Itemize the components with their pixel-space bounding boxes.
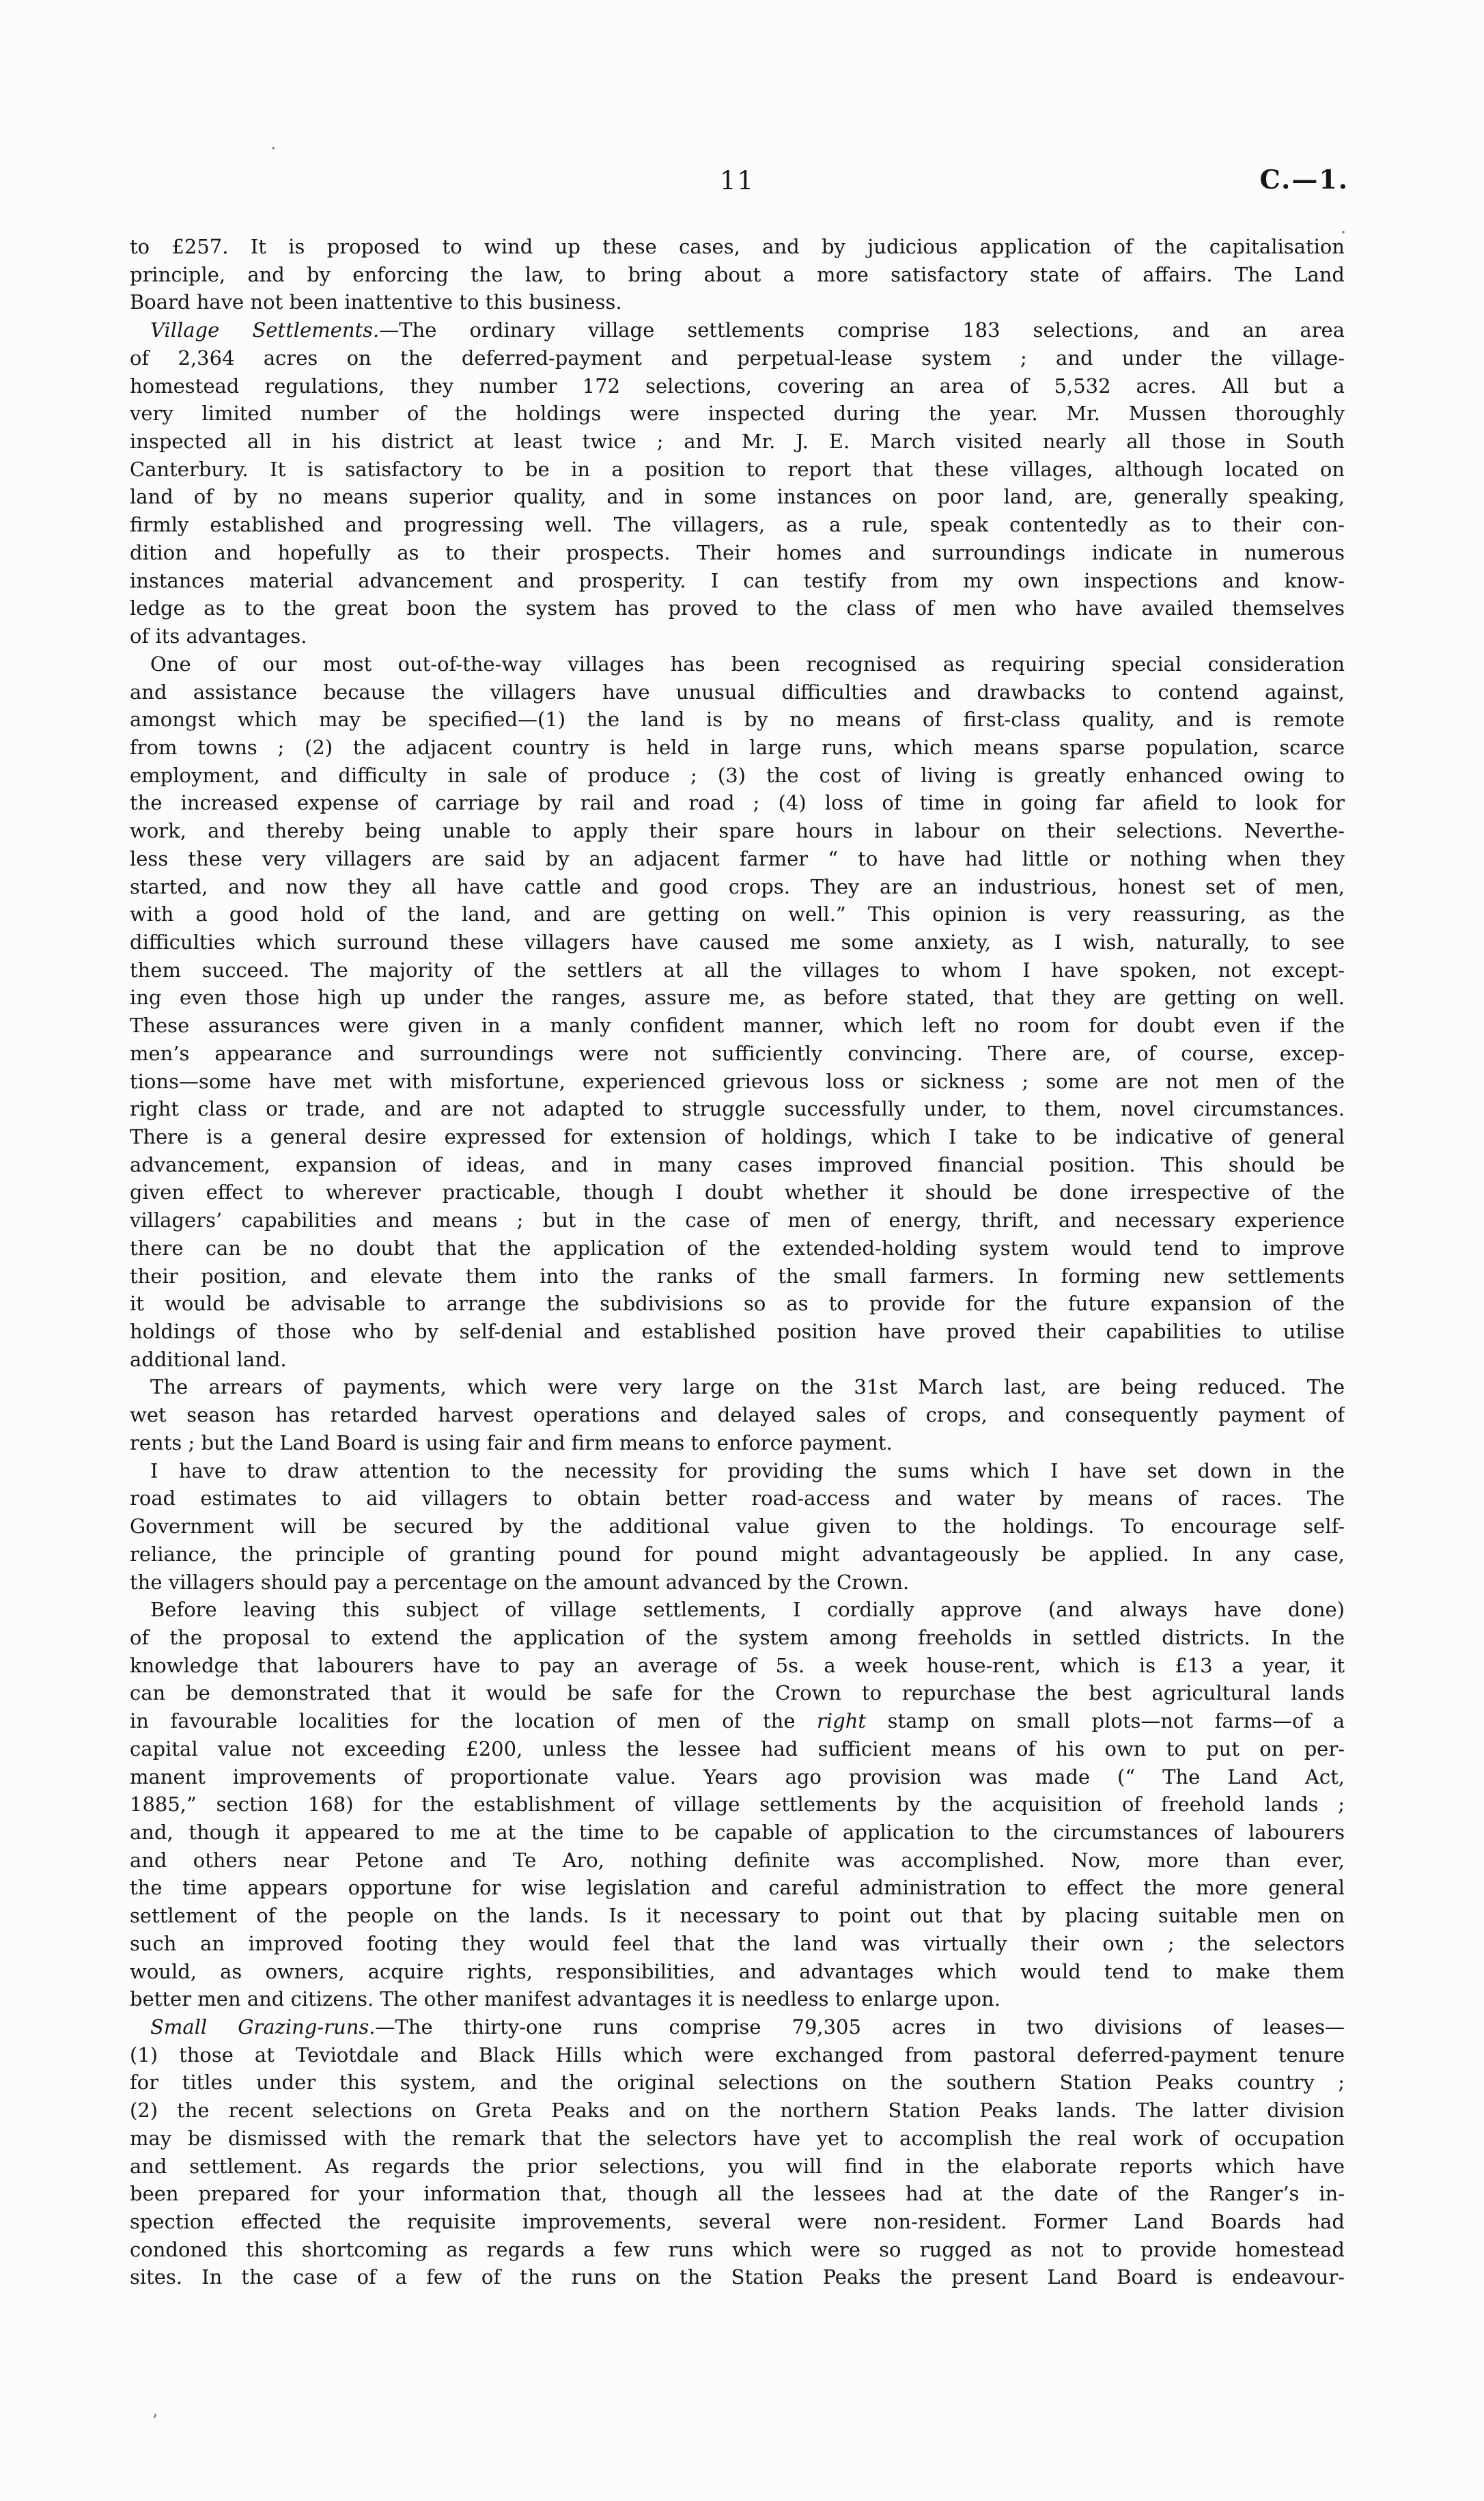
text-line: ledge as to the great boon the system has proved to the class of men who have availed themselves	[130, 596, 1345, 620]
scan-speck: ·	[270, 139, 277, 159]
text-line: started, and now they all have cattle and good crops. They are an industrious, honest set of men,	[130, 874, 1345, 898]
text-line: advancement, expansion of ideas, and in many cases improved financial position. This should be	[130, 1152, 1345, 1176]
text-line: such an improved footing they would feel that the land was virtually their own ; the selectors	[130, 1931, 1345, 1955]
text-line: difficulties which surround these villagers have caused me some anxiety, as I wish, naturally, to see	[130, 930, 1345, 954]
paragraph	[130, 1596, 1345, 2013]
text-line: condoned this shortcoming as regards a few runs which were so rugged as not to provide homestead	[130, 2237, 1345, 2261]
text-line: and others near Petone and Te Aro, nothing definite was accomplished. Now, more than ever,	[130, 1848, 1345, 1872]
text-line: given effect to wherever practicable, though I doubt whether it should be done irrespective of the	[130, 1180, 1345, 1204]
text-line: been prepared for your information that, though all the lessees had at the date of the Ranger’s in-	[130, 2182, 1345, 2206]
text-line: additional land.	[130, 1347, 287, 1371]
text-line: them succeed. The majority of the settlers at all the villages to whom I have spoken, not except-	[130, 958, 1345, 982]
text-line: may be dismissed with the remark that the selectors have yet to accomplish the real work of occupation	[130, 2126, 1345, 2150]
text-line: work, and thereby being unable to apply their spare hours in labour on their selections. Neverthe-	[130, 819, 1345, 843]
paragraph	[130, 2013, 1345, 2291]
text-line: sites. In the case of a few of the runs on the Station Peaks the present Land Board is endeavour-	[130, 2265, 1345, 2289]
text-line: right class or trade, and are not adapted to struggle successfully under, to them, novel circumstances.	[130, 1097, 1345, 1121]
paragraph	[130, 316, 1345, 650]
text-line: for titles under this system, and the original selections on the southern Station Peaks country ;	[130, 2071, 1345, 2095]
text-line: villagers’ capabilities and means ; but in the case of men of energy, thrift, and necessary experience	[130, 1208, 1345, 1232]
text-line: rents ; but the Land Board is using fair and firm means to enforce payment.	[130, 1431, 893, 1454]
text-line: of its advantages.	[130, 624, 307, 648]
text-line: Government will be secured by the additional value given to the holdings. To encourage self-	[130, 1515, 1345, 1538]
text-line: less these very villagers are said by an adjacent farmer “ to have had little or nothing when they	[130, 846, 1345, 870]
text-line: instances material advancement and prosperity. I can testify from my own inspections and know-	[130, 568, 1345, 592]
text-line: firmly established and progressing well. The villagers, as a rule, speak contentedly as to their con-	[130, 513, 1345, 537]
text-line: the villagers should pay a percentage on the amount advanced by the Crown.	[130, 1570, 910, 1594]
text-line: amongst which may be specified—(1) the land is by no means of first-class quality, and is remote	[130, 708, 1345, 732]
text-line: ing even those high up under the ranges, assure me, as before stated, that they are getting on well.	[130, 986, 1345, 1010]
scan-speck: ·	[1341, 223, 1347, 243]
text-line: One of our most out-of-the-way villages has been recognised as requiring special consideration	[150, 652, 1345, 676]
text-line: and settlement. As regards the prior selections, you will find in the elaborate reports which have	[130, 2154, 1345, 2178]
text-line: very limited number of the holdings were inspected during the year. Mr. Mussen thoroughly	[130, 402, 1345, 426]
text-line: their position, and elevate them into the ranks of the small farmers. In forming new settlements	[130, 1264, 1345, 1288]
text-line: The arrears of payments, which were very large on the 31st March last, are being reduced. The	[150, 1375, 1345, 1399]
text-line: 1885,” section 168) for the establishment of village settlements by the acquisition of freehold lands ;	[130, 1793, 1345, 1816]
text-line: I have to draw attention to the necessity for providing the sums which I have set down in the	[150, 1459, 1345, 1482]
text-line: with a good hold of the land, and are getting on well.” This opinion is very reassuring, as the	[130, 902, 1345, 926]
text-line: There is a general desire expressed for extension of holdings, which I take to be indicative of general	[130, 1125, 1345, 1148]
text-line: and assistance because the villagers have unusual difficulties and drawbacks to contend against,	[130, 680, 1345, 704]
text-line: Before leaving this subject of village settlements, I cordially approve (and always have done)	[150, 1598, 1345, 1622]
text-line: and, though it appeared to me at the time to be capable of application to the circumstances of labourers	[130, 1820, 1345, 1844]
text-line: road estimates to aid villagers to obtain better road-access and water by means of races. The	[130, 1487, 1345, 1510]
text-line: would, as owners, acquire rights, responsibilities, and advantages which would tend to make them	[130, 1959, 1345, 1983]
text-line: of 2,364 acres on the deferred-payment and perpetual-lease system ; and under the village-	[130, 346, 1345, 370]
text-line: homestead regulations, they number 172 selections, covering an area of 5,532 acres. All but a	[130, 374, 1345, 398]
text-line: better men and citizens. The other manifest advantages it is needless to enlarge upon.	[130, 1987, 1000, 2011]
text-line: tions—some have met with misfortune, experienced grievous loss or sickness ; some are not men of the	[130, 1069, 1345, 1093]
text-line: can be demonstrated that it would be safe for the Crown to repurchase the best agricultural lands	[130, 1681, 1345, 1705]
text-line: reliance, the principle of granting pound for pound might advantageously be applied. In any case,	[130, 1542, 1345, 1566]
document-reference: C.—1.	[1259, 164, 1349, 195]
text-line: there can be no doubt that the application of the extended-holding system would tend to improve	[130, 1236, 1345, 1260]
text-line: employment, and difficulty in sale of produce ; (3) the cost of living is greatly enhanced owing to	[130, 763, 1345, 787]
text-line: inspected all in his district at least twice ; and Mr. J. E. March visited nearly all those in South	[130, 430, 1345, 454]
text-line: Small Grazing-runs.—The thirty-one runs comprise 79,305 acres in two divisions of leases—	[150, 2015, 1345, 2039]
text-line: holdings of those who by self-denial and established position have proved their capabilities to utilise	[130, 1320, 1345, 1344]
text-line: Village Settlements.—The ordinary village settlements comprise 183 selections, and an area	[150, 318, 1345, 342]
scan-speck: ʼ	[152, 2412, 158, 2432]
text-line: men’s appearance and surroundings were not sufficiently convincing. There are, of course, excep-	[130, 1041, 1345, 1065]
text-line: capital value not exceeding £200, unless the lessee had sufficient means of his own to put on per-	[130, 1737, 1345, 1760]
text-line: Canterbury. It is satisfactory to be in a position to report that these villages, although located on	[130, 457, 1345, 481]
paragraph	[130, 650, 1345, 1374]
text-line: of the proposal to extend the application of the system among freeholds in settled districts. In the	[130, 1625, 1345, 1649]
paragraph	[130, 1457, 1345, 1597]
text-line: to £257. It is proposed to wind up these cases, and by judicious application of the capitalisation	[130, 235, 1345, 258]
text-line: the increased expense of carriage by rail and road ; (4) loss of time in going far afield to look for	[130, 791, 1345, 815]
text-line: the time appears opportune for wise legislation and careful administration to effect the more general	[130, 1876, 1345, 1900]
text-line: (2) the recent selections on Greta Peaks and on the northern Station Peaks lands. The latter division	[130, 2099, 1345, 2123]
paragraph	[130, 1373, 1345, 1456]
text-line: knowledge that labourers have to pay an average of 5s. a week house-rent, which is £13 a year, it	[130, 1653, 1345, 1677]
text-line: These assurances were given in a manly confident manner, which left no room for doubt even if the	[130, 1014, 1345, 1038]
text-line: spection effected the requisite improvements, several were non-resident. Former Land Boards had	[130, 2210, 1345, 2234]
text-line: wet season has retarded harvest operations and delayed sales of crops, and consequently payment of	[130, 1403, 1345, 1427]
text-line: (1) those at Teviotdale and Black Hills which were exchanged from pastoral deferred-payment tenure	[130, 2043, 1345, 2067]
page-number: 11	[719, 166, 755, 195]
paragraph	[130, 233, 1345, 316]
text-line: Board have not been inattentive to this business.	[130, 290, 622, 314]
document-body	[130, 233, 1345, 2291]
text-line: dition and hopefully as to their prospects. Their homes and surroundings indicate in numerous	[130, 540, 1345, 564]
text-line: manent improvements of proportionate value. Years ago provision was made (“ The Land Act,	[130, 1765, 1345, 1788]
text-line: land of by no means superior quality, and in some instances on poor land, are, generally speaking,	[130, 485, 1345, 509]
text-line: from towns ; (2) the adjacent country is held in large runs, which means sparse population, scarce	[130, 735, 1345, 759]
text-line: in favourable localities for the location of men of the right stamp on small plots—not farms—of a	[130, 1709, 1345, 1733]
text-line: settlement of the people on the lands. Is it necessary to point out that by placing suitable men on	[130, 1904, 1345, 1928]
text-line: principle, and by enforcing the law, to bring about a more satisfactory state of affairs. The Land	[130, 262, 1345, 286]
text-line: it would be advisable to arrange the subdivisions so as to provide for the future expansion of the	[130, 1292, 1345, 1316]
